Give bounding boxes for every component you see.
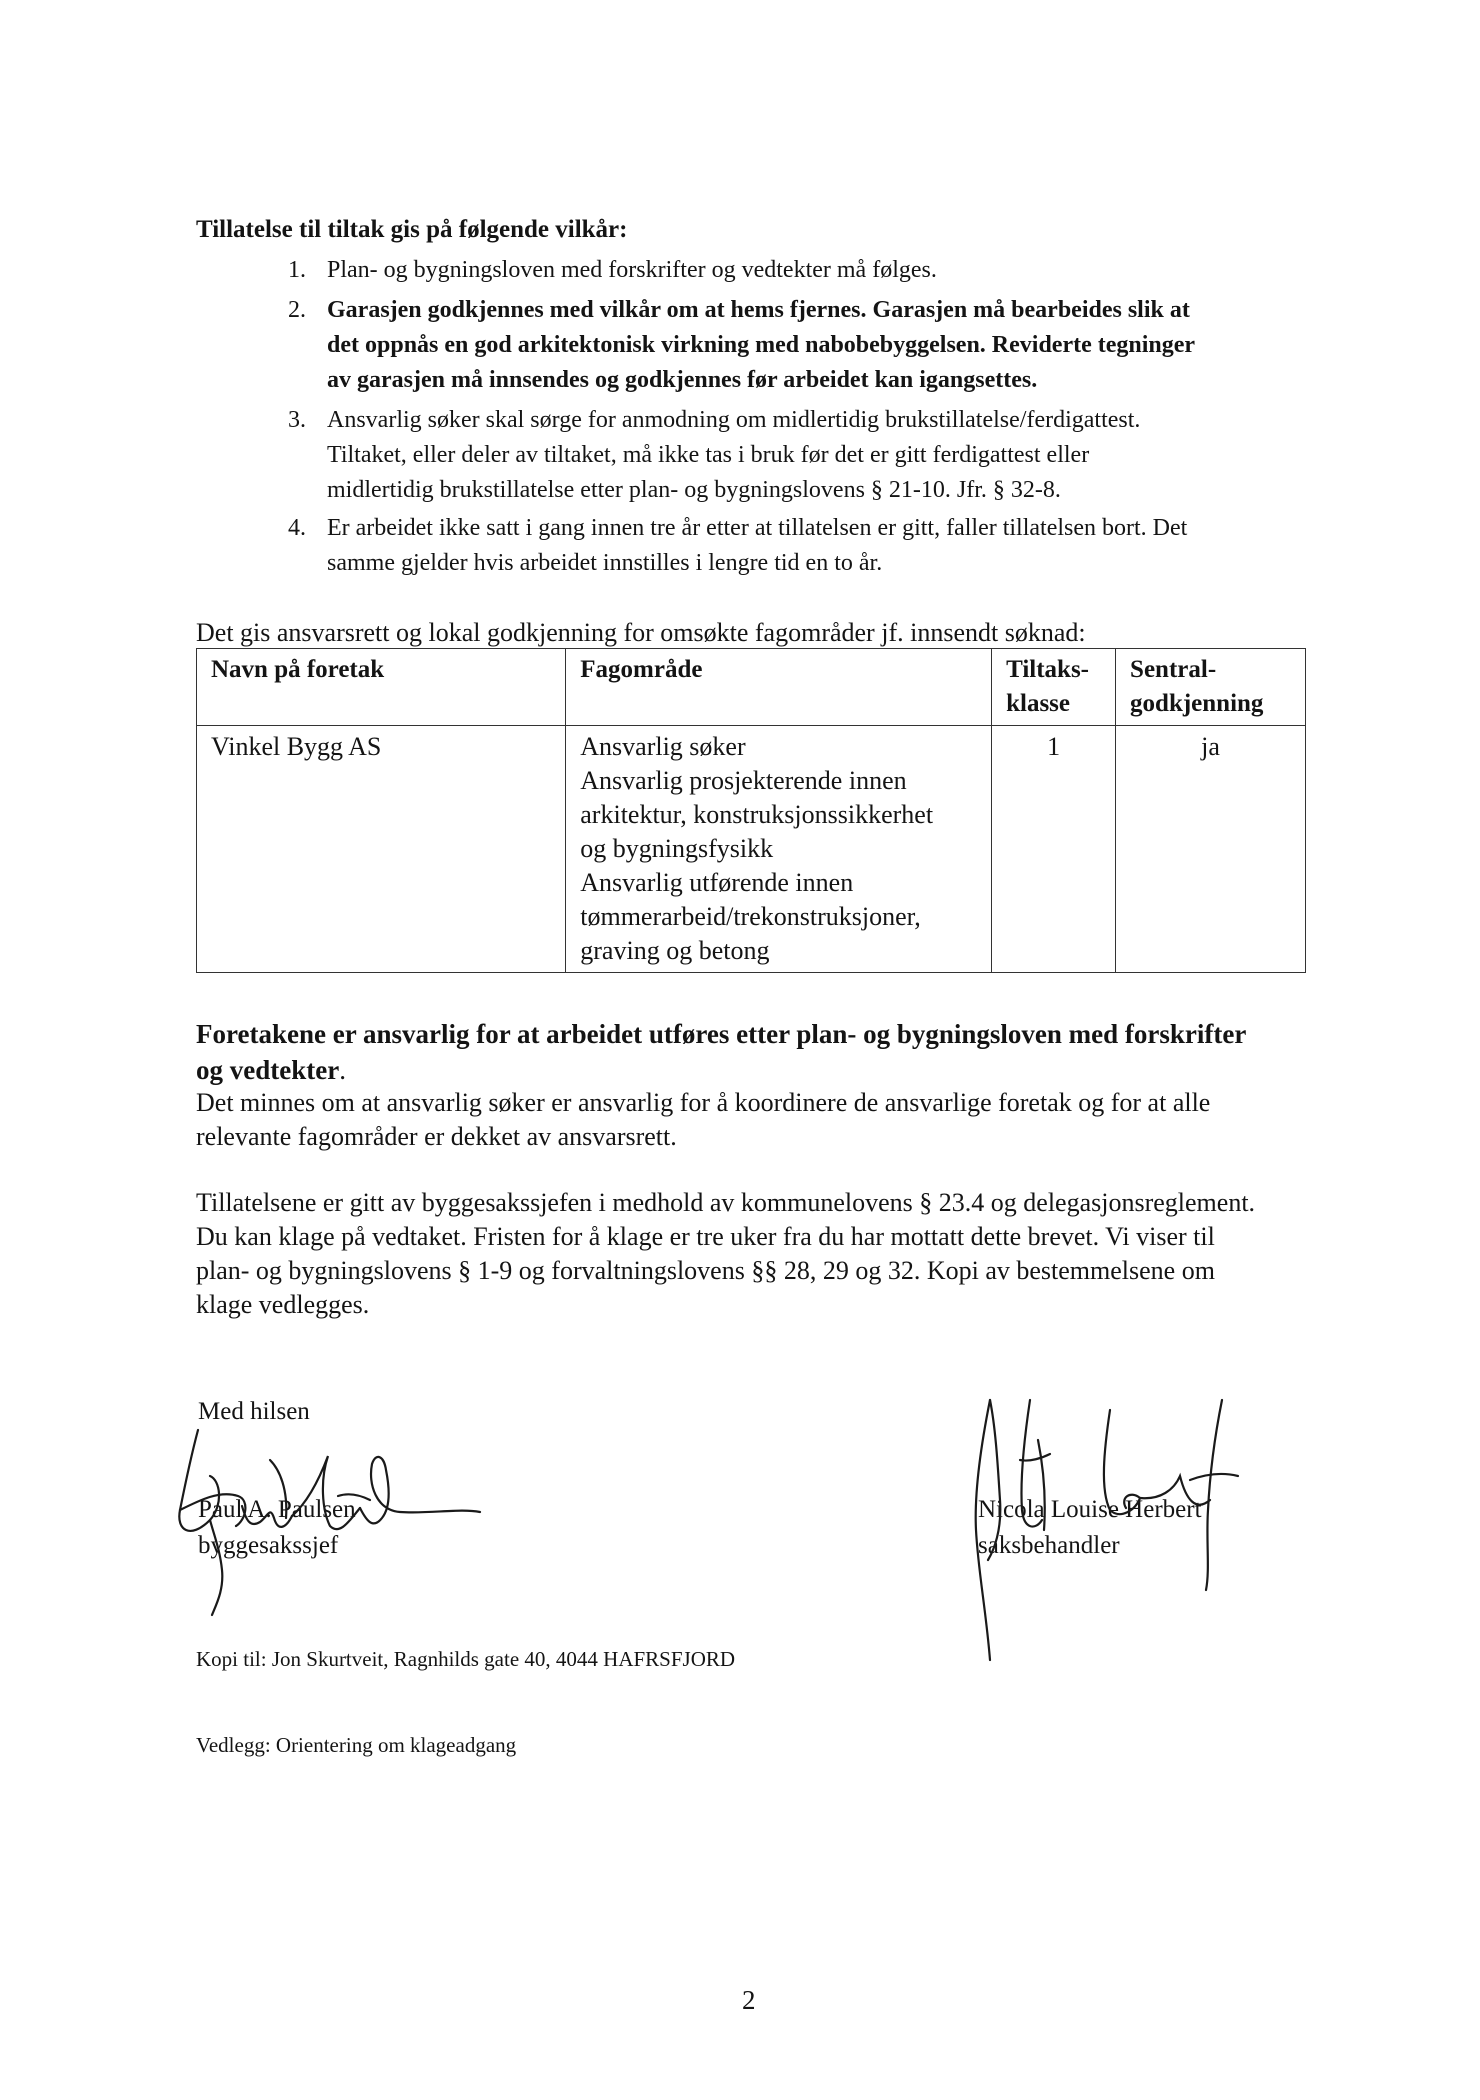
- signature-herbert: [960, 1380, 1300, 1670]
- header-company: Navn på foretak: [197, 649, 566, 726]
- cell-company: Vinkel Bygg AS: [197, 726, 566, 973]
- reminder-paragraph: Det minnes om at ansvarlig søker er ansvarlig for å koordinere de ansvarlige foretak og for at alle relevante fagområder er dekket av ansvarsrett.: [196, 1088, 1211, 1151]
- header-area: Fagområde: [566, 649, 992, 726]
- attachment: Vedlegg: Orientering om klageadgang: [196, 1733, 517, 1757]
- authority-paragraph: Tillatelsene er gitt av byggesakssjefen i medhold av kommunelovens § 23.4 og delegasjonsreglement. Du kan klage på vedtaket. Fristen for å klage er tre uker fra du har mottatt dette brevet. Vi viser til plan- og bygningslovens § 1-9 og forvaltningslovens §§ 28, 29 og 32. Kopi av bestemmelsene om klage vedlegges.: [196, 1188, 1256, 1319]
- header-class: Tiltaks- klasse: [992, 649, 1116, 726]
- signer2-name: Nicola Louise Herbert: [978, 1496, 1202, 1523]
- condition-text: midlertidig brukstillatelse etter plan- og bygningslovens § 21-10. Jfr. § 32-8.: [327, 477, 1061, 503]
- table-intro: Det gis ansvarsrett og lokal godkjenning for omsøkte fagområder jf. innsendt søknad:: [196, 618, 1086, 647]
- condition-number: 1.: [288, 257, 306, 283]
- condition-text: av garasjen må innsendes og godkjennes før arbeidet kan igangsettes.: [327, 367, 1038, 393]
- copy-to: Kopi til: Jon Skurtveit, Ragnhilds gate 40, 4044 HAFRSFJORD: [196, 1647, 736, 1671]
- condition-number: 2.: [288, 297, 306, 323]
- responsibility-table: [196, 648, 1306, 973]
- responsibility-statement: Foretakene er ansvarlig for at arbeidet utføres etter plan- og bygningsloven med forskrifter og vedtekter.: [196, 1019, 1247, 1085]
- table-row: [197, 726, 1306, 973]
- cell-area: Ansvarlig søker Ansvarlig prosjekterende innen arkitektur, konstruksjonssikkerhet og bygningsfysikk Ansvarlig utførende innen tømmerarbeid/trekonstruksjoner, graving og betong: [566, 726, 992, 973]
- signer1-title: byggesakssjef: [198, 1532, 339, 1559]
- condition-text: Ansvarlig søker skal sørge for anmodning om midlertidig brukstillatelse/ferdigattest.: [327, 407, 1141, 433]
- condition-text: samme gjelder hvis arbeidet innstilles i lengre tid en to år.: [327, 550, 883, 576]
- header-central: Sentral- godkjenning: [1116, 649, 1306, 726]
- cell-class: 1: [992, 726, 1116, 973]
- condition-text: det oppnås en god arkitektonisk virkning med nabobebyggelsen. Reviderte tegninger: [327, 332, 1196, 358]
- condition-text: Tiltaket, eller deler av tiltaket, må ikke tas i bruk før det er gitt ferdigattest eller: [327, 442, 1090, 468]
- condition-text: Garasjen godkjennes med vilkår om at hems fjernes. Garasjen må bearbeides slik at: [327, 297, 1190, 323]
- page-number: 2: [742, 1985, 756, 2015]
- signer1-name: Paul A. Paulsen: [198, 1496, 356, 1523]
- condition-number: 3.: [288, 407, 306, 433]
- conditions-heading: Tillatelse til tiltak gis på følgende vilkår:: [196, 216, 628, 243]
- cell-central: ja: [1116, 726, 1306, 973]
- condition-text: Plan- og bygningsloven med forskrifter og vedtekter må følges.: [327, 257, 937, 283]
- greeting: Med hilsen: [198, 1398, 310, 1425]
- condition-text: Er arbeidet ikke satt i gang innen tre år etter at tillatelsen er gitt, faller tillatelsen bort. Det: [327, 515, 1188, 541]
- condition-number: 4.: [288, 515, 306, 541]
- signature-paulsen: [150, 1400, 490, 1620]
- table-header-row: [197, 649, 1306, 726]
- signer2-title: saksbehandler: [978, 1532, 1120, 1559]
